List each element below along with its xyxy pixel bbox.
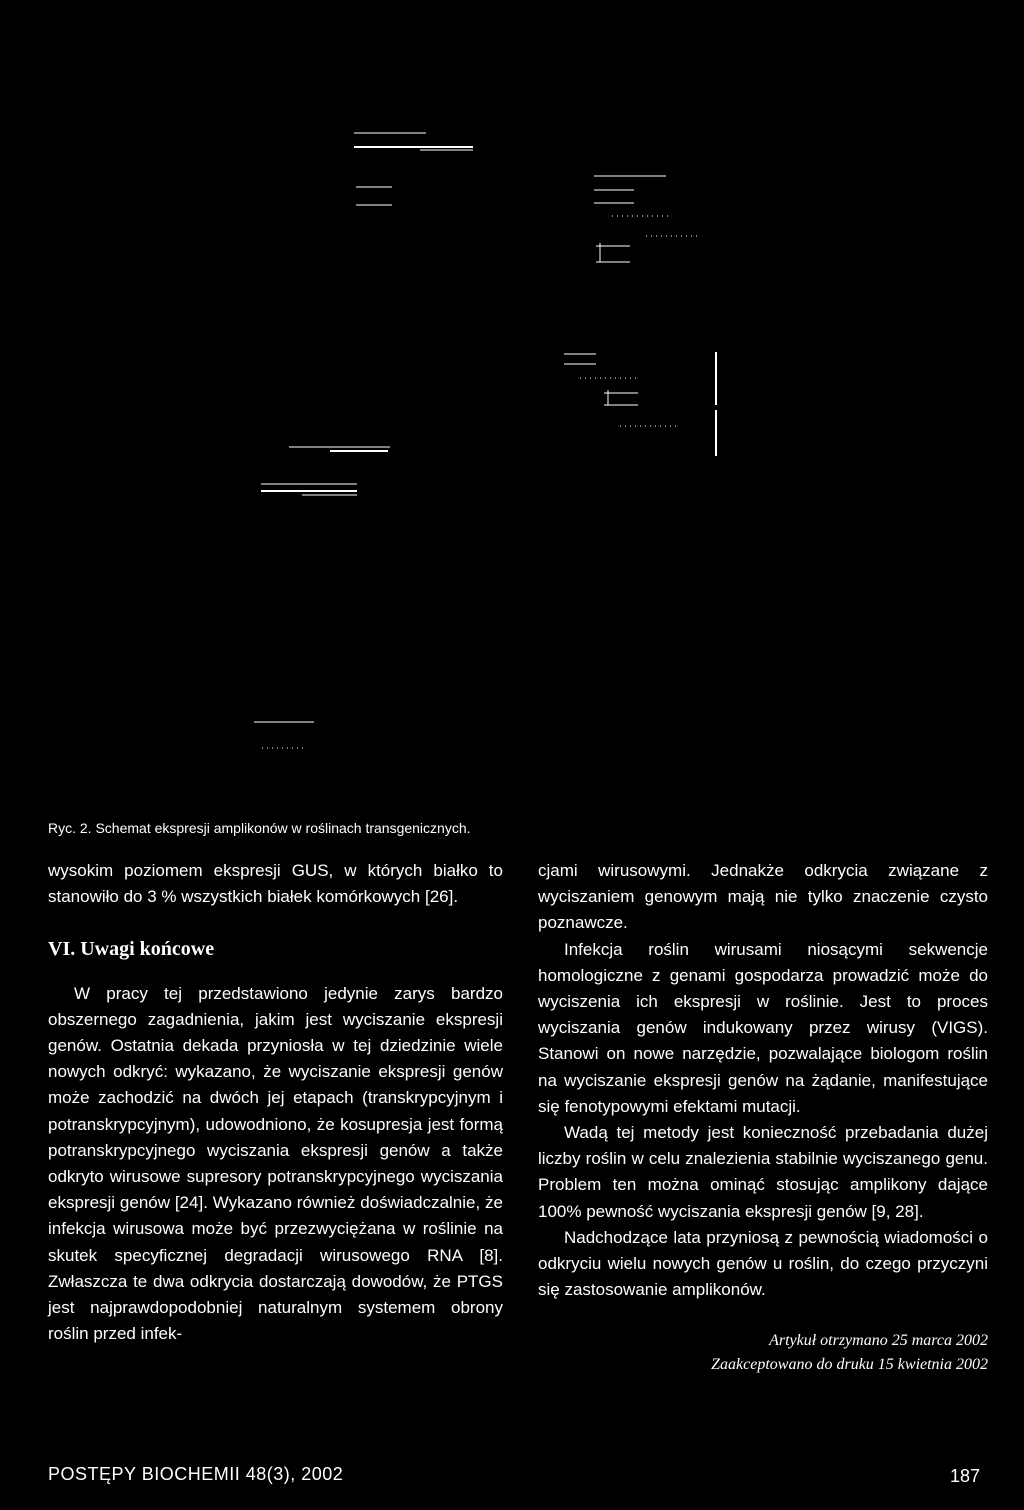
section-heading: VI. Uwagi końcowe bbox=[48, 938, 215, 961]
schematic-left-cluster bbox=[261, 447, 390, 495]
journal-footer: POSTĘPY BIOCHEMII 48(3), 2002 bbox=[48, 1464, 344, 1484]
left-text-column bbox=[48, 858, 503, 1347]
accepted-date: Zaakceptowano do druku 15 kwietnia 2002 bbox=[711, 1356, 988, 1374]
paragraph-summary: W pracy tej przedstawiono jedynie zarys bardzo obszernego zagadnienia, jakim jest wyciszanie ekspresji genów. Ostatnia dekada przyniosła w tej dziedzinie wiele nowych odkryć: wykazano, że wyciszanie ekspresji genów może zachodzić na dwóch jej etapach (transkrypcyjnym i potranskrypcyjnym), udowodniono, że kosupresja jest formą potranskrypcyjnego wyciszania ekspresji genów a także odkryto wirusowe supresory potranskrypcyjnego wyciszania ekspresji genów [24]. Wykazano również doświadczalnie, że infekcja wirusowa może być przezwyciężana w roślinie na skutek specyficznej degradacji wirusowego RNA [8]. Zwłaszcza te dwa odkrycia dostarczają dowodów, że PTGS jest najprawdopodobniej naturalnym systemem obrony roślin przed infek- bbox=[48, 983, 503, 1344]
paragraph-continuation: wysokim poziomem ekspresji GUS, w których białko to stanowiło do 3 % wszystkich białek komórkowych [26]. bbox=[48, 861, 503, 907]
paragraph-continuation-right: cjami wirusowymi. Jednakże odkrycia związane z wyciszaniem genowym mają nie tylko znaczenie czysto poznawcze. bbox=[538, 861, 988, 933]
schematic-lower-right-cluster bbox=[564, 352, 716, 456]
right-text-column bbox=[538, 858, 988, 1377]
schematic-top-cluster bbox=[354, 133, 473, 205]
paragraph-outlook: Nadchodzące lata przyniosą z pewnością wiadomości o odkryciu wielu nowych genów u roślin, do czego przyczyni się zastosowanie amplikonów. bbox=[538, 1227, 988, 1300]
paragraph-method-drawback: Wadą tej metody jest konieczność przebadania dużej liczby roślin w celu znalezienia stabilnie wyciszanego genu. Problem ten można ominąć stosując amplikony dające 100% pewność wyciszania ekspresji genów [9, 28]. bbox=[538, 1123, 988, 1221]
schematic-bottom-cluster bbox=[254, 722, 314, 748]
figure-caption: Ryc. 2. Schemat ekspresji amplikonów w roślinach transgenicznych. bbox=[48, 820, 471, 836]
schematic-right-cluster bbox=[594, 176, 700, 262]
page-number: 187 bbox=[950, 1466, 981, 1486]
paragraph-vigs: Infekcja roślin wirusami niosącymi sekwencje homologiczne z genami gospodarza prowadzić może do wyciszenia ich ekspresji w roślinie. Jest to proces wyciszania genów indukowany przez wirusy (VIGS). Stanowi on nowe narzędzie, pozwalające biologom roślin na wyciszanie ekspresji genów na żądanie, manifestujące się fenotypowymi efektami mutacji. bbox=[538, 939, 988, 1116]
received-date: Artykuł otrzymano 25 marca 2002 bbox=[769, 1332, 988, 1350]
